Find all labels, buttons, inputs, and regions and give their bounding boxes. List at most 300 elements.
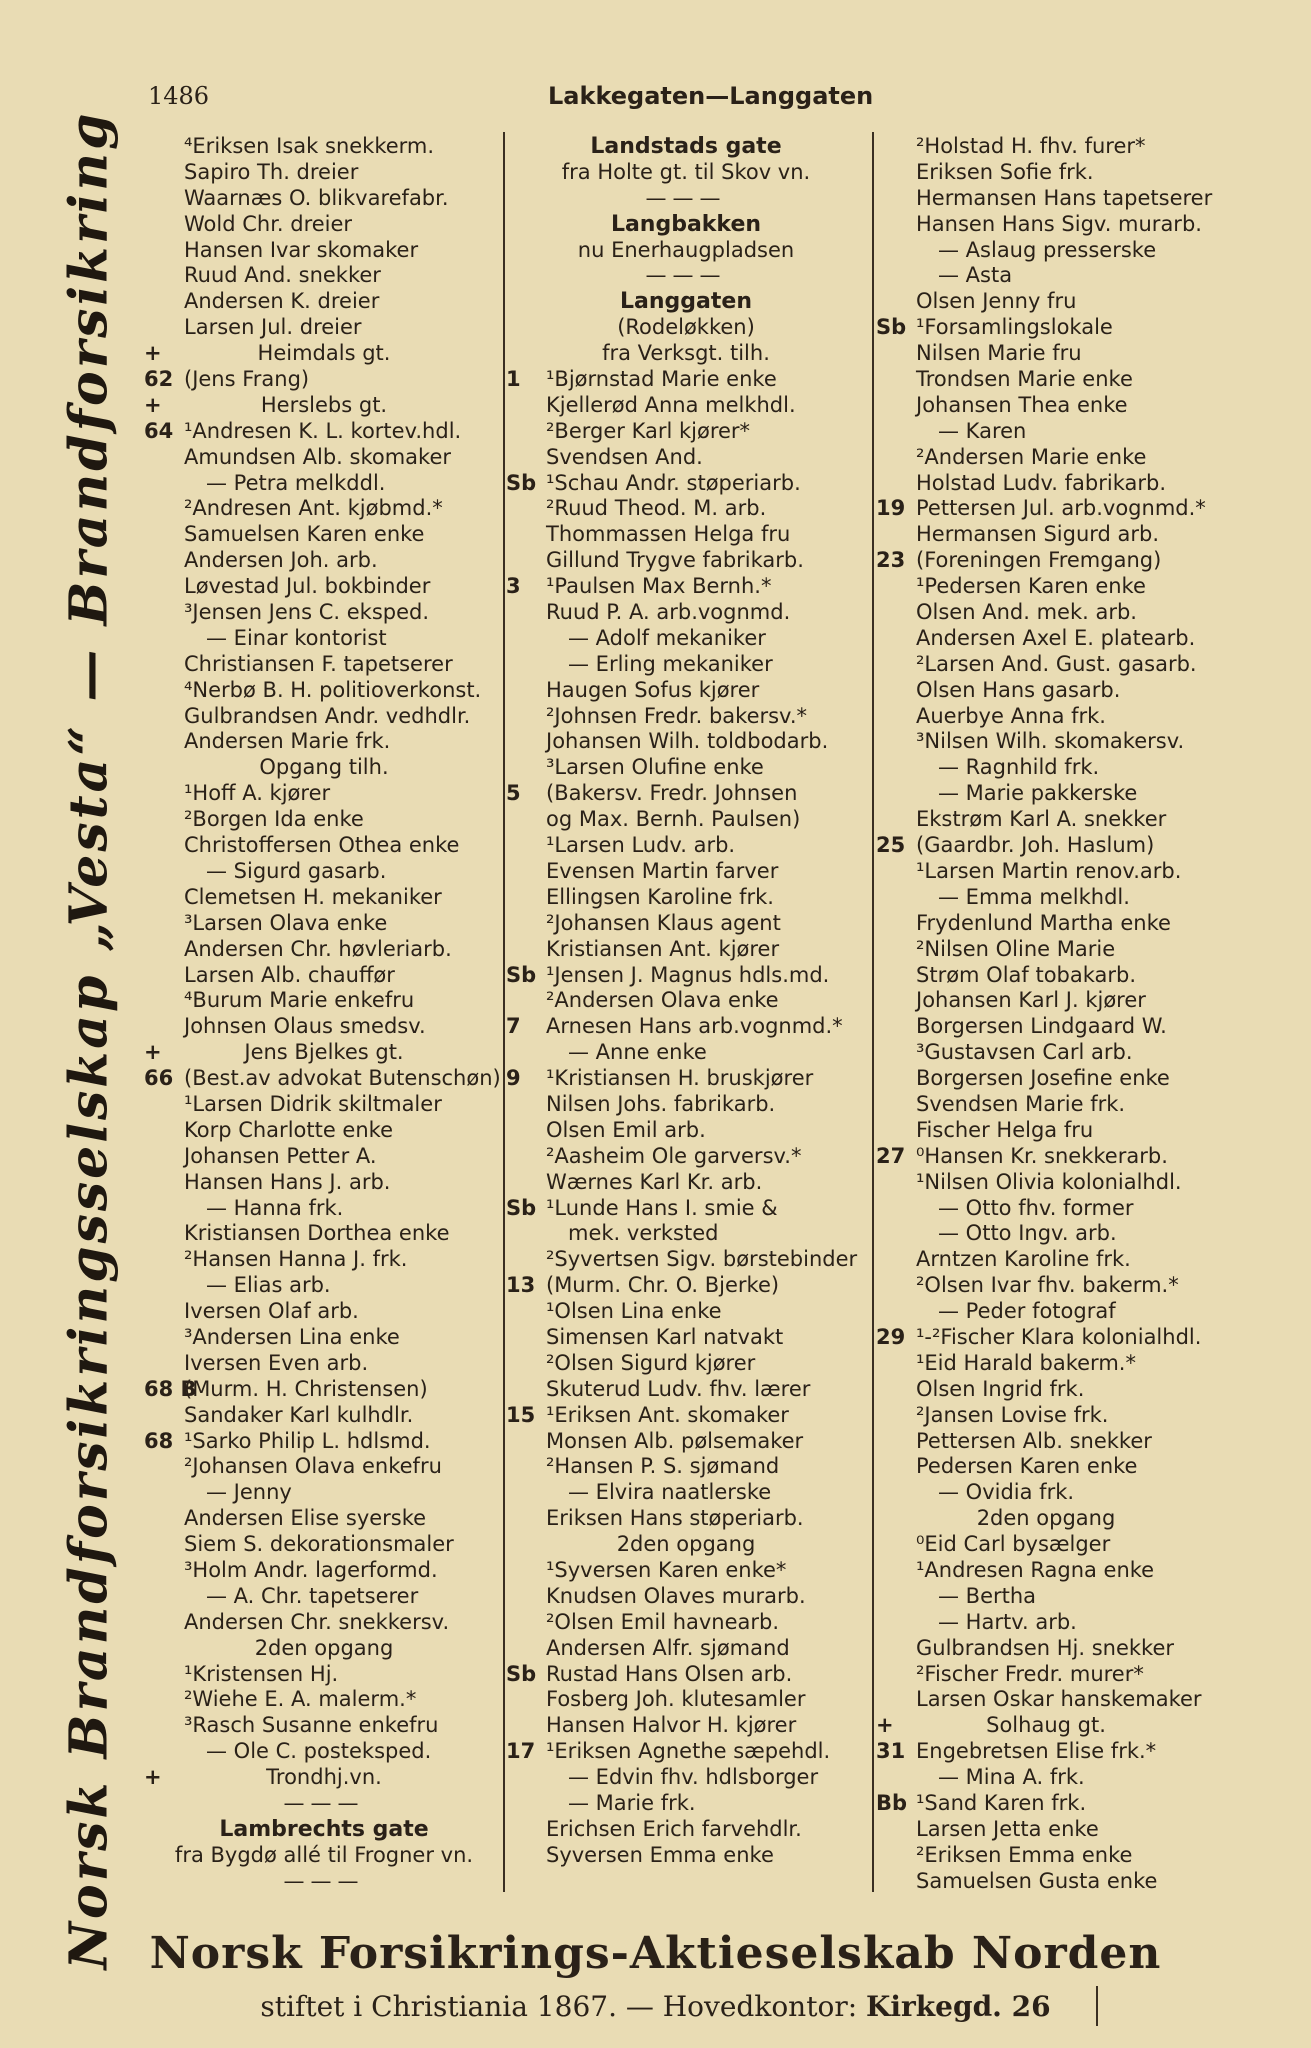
entry-text: Svendsen And. bbox=[546, 444, 703, 469]
directory-entry bbox=[876, 1429, 1216, 1455]
entry-text: — Anne enke bbox=[568, 1040, 707, 1065]
directory-entry bbox=[876, 963, 1216, 989]
directory-entry bbox=[144, 574, 504, 600]
entry-text: Christoffersen Othea enke bbox=[184, 833, 460, 858]
entry-text: — Adolf mekaniker bbox=[568, 625, 766, 650]
entry-text: Fischer Helga fru bbox=[916, 1117, 1094, 1142]
entry-text: — Marie frk. bbox=[568, 1791, 696, 1815]
directory-entry bbox=[506, 600, 866, 626]
entry-text: ——— bbox=[645, 185, 727, 210]
directory-entry bbox=[506, 729, 866, 755]
directory-entry bbox=[144, 1869, 504, 1895]
directory-entry bbox=[506, 963, 866, 989]
entry-text: ²Andresen Ant. kjøbmd.* bbox=[184, 496, 443, 521]
entry-text: Waarnæs O. blikvarefabr. bbox=[184, 185, 449, 210]
entry-text: Nilsen Johs. fabrikarb. bbox=[546, 1091, 776, 1116]
entry-text: ¹Eid Harald bakerm.* bbox=[916, 1350, 1136, 1375]
house-number: 5 bbox=[506, 781, 521, 806]
directory-entry bbox=[144, 937, 504, 963]
directory-entry bbox=[506, 885, 866, 911]
directory-entry bbox=[506, 1662, 866, 1688]
entry-text: Hansen Hans J. arb. bbox=[184, 1169, 391, 1194]
house-number: 68 bbox=[144, 1428, 174, 1453]
entry-text: Johansen Karl J. kjører bbox=[916, 988, 1146, 1013]
directory-entry bbox=[506, 1429, 866, 1455]
directory-entry bbox=[876, 1687, 1216, 1713]
entry-text: ³Rasch Susanne enkefru bbox=[184, 1713, 439, 1738]
house-number: + bbox=[144, 1040, 162, 1065]
entry-text: Landstads gate bbox=[590, 134, 782, 159]
directory-entry bbox=[506, 1817, 866, 1843]
entry-text: Lambrechts gate bbox=[219, 1816, 429, 1842]
directory-entry bbox=[144, 1532, 504, 1558]
cross-street bbox=[144, 1040, 504, 1066]
directory-entry bbox=[876, 1454, 1216, 1480]
directory-entry bbox=[144, 1506, 504, 1532]
house-number: 13 bbox=[506, 1273, 536, 1298]
entry-text: Kristiansen Ant. kjører bbox=[546, 936, 780, 961]
entry-text: Jens Bjelkes gt. bbox=[244, 1040, 404, 1065]
entry-text: ——— bbox=[283, 1791, 365, 1815]
entry-text: Johansen Petter A. bbox=[184, 1143, 377, 1168]
directory-entry bbox=[506, 315, 866, 341]
entry-text: Andersen Joh. arb. bbox=[184, 548, 378, 573]
directory-entry bbox=[506, 1480, 866, 1506]
directory-entry bbox=[876, 885, 1216, 911]
directory-entry bbox=[144, 1662, 504, 1688]
entry-text: Johansen Thea enke bbox=[916, 392, 1128, 417]
directory-entry bbox=[144, 729, 504, 755]
entry-text: ¹Andresen Ragna enke bbox=[916, 1557, 1155, 1582]
entry-text: ²Eriksen Emma enke bbox=[916, 1842, 1133, 1867]
directory-entry bbox=[876, 1196, 1216, 1222]
entry-text: (Jens Frang) bbox=[184, 367, 310, 392]
directory-entry bbox=[144, 1377, 504, 1403]
directory-entry bbox=[144, 911, 504, 937]
entry-text: Arnesen Hans arb.vognmd.* bbox=[546, 1014, 843, 1039]
entry-text: Langgaten bbox=[620, 289, 752, 315]
entry-text: ¹Andresen K. L. kortev.hdl. bbox=[184, 418, 462, 443]
directory-entry bbox=[506, 1221, 866, 1247]
entry-text: Svendsen Marie frk. bbox=[916, 1091, 1126, 1116]
entry-text: Knudsen Olaves murarb. bbox=[546, 1583, 806, 1608]
entry-text: (Murm. H. Christensen) bbox=[184, 1376, 428, 1401]
entry-text: Andersen Axel E. platearb. bbox=[916, 625, 1196, 650]
entry-text: Holstad Ludv. fabrikarb. bbox=[916, 470, 1167, 495]
entry-text: Herslebs gt. bbox=[260, 392, 388, 417]
entry-text: ²Johansen Olava enkefru bbox=[184, 1454, 442, 1479]
entry-text: Siem S. dekorationsmaler bbox=[184, 1532, 454, 1557]
entry-text: Sapiro Th. dreier bbox=[184, 159, 359, 184]
entry-text: ²Hansen P. S. sjømand bbox=[546, 1454, 780, 1479]
directory-entry bbox=[876, 1377, 1216, 1403]
entry-text: ²Berger Karl kjører* bbox=[546, 418, 751, 443]
entry-text: Gillund Trygve fabrikarb. bbox=[546, 548, 804, 573]
directory-entry bbox=[506, 471, 866, 497]
directory-entry bbox=[506, 574, 866, 600]
directory-entry bbox=[506, 859, 866, 885]
directory-entry bbox=[506, 1144, 866, 1170]
entry-text: — Ole C. posteksped. bbox=[206, 1739, 432, 1764]
entry-text: ⁴Nerbø B. H. politioverkonst. bbox=[184, 677, 482, 702]
house-number: 1 bbox=[506, 367, 521, 392]
directory-entry bbox=[506, 704, 866, 730]
entry-text: ²Hansen Hanna J. frk. bbox=[184, 1247, 408, 1272]
entry-text: — Karen bbox=[938, 418, 1027, 443]
directory-entry bbox=[506, 263, 866, 289]
directory-entry bbox=[144, 626, 504, 652]
directory-entry bbox=[144, 1196, 504, 1222]
entry-text: Andersen Alfr. sjømand bbox=[546, 1635, 790, 1660]
entry-text: ¹Sarko Philip L. hdlsmd. bbox=[184, 1428, 431, 1453]
directory-entry bbox=[144, 1221, 504, 1247]
house-number: 29 bbox=[876, 1324, 906, 1349]
directory-entry bbox=[506, 1325, 866, 1351]
entry-text: Johnsen Olaus smedsv. bbox=[184, 1014, 426, 1039]
entry-text: Auerbye Anna frk. bbox=[916, 703, 1106, 728]
entry-text: Iversen Even arb. bbox=[184, 1350, 369, 1375]
house-number: Sb bbox=[876, 315, 907, 340]
cross-street bbox=[144, 341, 504, 367]
directory-entry bbox=[144, 1299, 504, 1325]
directory-entry bbox=[506, 1713, 866, 1739]
footer-company: Norsk Forsikrings-Aktieselskab Norden bbox=[149, 1928, 1162, 1979]
directory-entry bbox=[876, 911, 1216, 937]
entry-text: — Emma melkhdl. bbox=[938, 884, 1130, 909]
directory-entry bbox=[876, 315, 1216, 341]
directory-entry bbox=[876, 1558, 1216, 1584]
directory-entry bbox=[144, 1843, 504, 1869]
entry-text: Engebretsen Elise frk.* bbox=[916, 1739, 1157, 1764]
entry-text: ²Holstad H. fhv. furer* bbox=[916, 134, 1146, 158]
directory-entry bbox=[876, 1843, 1216, 1869]
directory-entry bbox=[144, 1558, 504, 1584]
entry-text: Rustad Hans Olsen arb. bbox=[546, 1661, 793, 1686]
entry-text: Hermansen Hans tapetserer bbox=[916, 185, 1213, 210]
directory-entry bbox=[876, 263, 1216, 289]
entry-text: ²Ruud Theod. M. arb. bbox=[546, 496, 767, 521]
entry-text: Syversen Emma enke bbox=[546, 1842, 774, 1867]
entry-text: nu Enerhaugpladsen bbox=[577, 237, 795, 262]
entry-text: ³Larsen Olava enke bbox=[184, 910, 388, 935]
entry-text: ²Andersen Marie enke bbox=[916, 444, 1147, 469]
directory-entry bbox=[876, 1066, 1216, 1092]
directory-entry bbox=[144, 238, 504, 264]
entry-text: ²Olsen Ivar fhv. bakerm.* bbox=[916, 1273, 1179, 1298]
directory-entry bbox=[144, 1118, 504, 1144]
directory-entry bbox=[506, 755, 866, 781]
entry-text: Christiansen F. tapetserer bbox=[184, 651, 453, 676]
entry-text: Monsen Alb. pølsemaker bbox=[546, 1428, 804, 1453]
house-number: Sb bbox=[506, 962, 537, 987]
directory-entry bbox=[144, 652, 504, 678]
entry-text: Samuelsen Karen enke bbox=[184, 522, 425, 547]
street-heading bbox=[506, 212, 866, 238]
entry-text: Amundsen Alb. skomaker bbox=[184, 444, 451, 469]
entry-text: ¹Syversen Karen enke* bbox=[546, 1557, 787, 1582]
entry-text: fra Verksgt. tilh. bbox=[602, 341, 770, 366]
entry-text: Fosberg Joh. klutesamler bbox=[546, 1687, 806, 1712]
entry-text: Larsen Oskar hanskemaker bbox=[916, 1687, 1202, 1712]
entry-text: ⁴Burum Marie enkefru bbox=[184, 988, 415, 1013]
entry-text: Evensen Martin farver bbox=[546, 858, 779, 883]
directory-entry bbox=[876, 1403, 1216, 1429]
directory-entry bbox=[506, 1506, 866, 1532]
directory-entry bbox=[506, 1739, 866, 1765]
house-number: 3 bbox=[506, 574, 521, 599]
directory-entry bbox=[144, 496, 504, 522]
entry-text: Andersen Chr. snekkersv. bbox=[184, 1609, 450, 1634]
house-number: 17 bbox=[506, 1739, 536, 1764]
directory-entry bbox=[144, 315, 504, 341]
directory-entry bbox=[506, 1454, 866, 1480]
entry-text: Larsen Jetta enke bbox=[916, 1816, 1099, 1841]
entry-text: ³Gustavsen Carl arb. bbox=[916, 1040, 1133, 1065]
directory-entry bbox=[876, 1014, 1216, 1040]
directory-entry bbox=[144, 678, 504, 704]
directory-entry bbox=[876, 937, 1216, 963]
entry-text: Nilsen Marie fru bbox=[916, 341, 1082, 366]
entry-text: Olsen Emil arb. bbox=[546, 1117, 706, 1142]
entry-text: ¹Jensen J. Magnus hdls.md. bbox=[546, 962, 830, 987]
house-number: 62 bbox=[144, 367, 174, 392]
directory-entry bbox=[144, 471, 504, 497]
directory-entry bbox=[876, 1273, 1216, 1299]
cross-street bbox=[876, 1713, 1216, 1739]
house-number: 64 bbox=[144, 418, 174, 443]
directory-entry bbox=[506, 678, 866, 704]
directory-entry bbox=[506, 1377, 866, 1403]
entry-text: Simensen Karl natvakt bbox=[546, 1324, 784, 1349]
directory-entry bbox=[506, 1092, 866, 1118]
directory-entry bbox=[506, 1584, 866, 1610]
directory-entry bbox=[876, 1247, 1216, 1273]
entry-text: (Best.av advokat Butenschøn) bbox=[184, 1066, 501, 1091]
directory-entry bbox=[144, 1584, 504, 1610]
entry-text: — Mina A. frk. bbox=[938, 1765, 1085, 1790]
entry-text: ²Larsen And. Gust. gasarb. bbox=[916, 651, 1197, 676]
house-number: Bb bbox=[876, 1791, 908, 1815]
entry-text: fra Bygdø allé til Frogner vn. bbox=[174, 1842, 474, 1867]
entry-text: Olsen Ingrid frk. bbox=[916, 1376, 1085, 1401]
entry-text: — Erling mekaniker bbox=[568, 651, 773, 676]
directory-entry bbox=[506, 1170, 866, 1196]
directory-entry bbox=[506, 1247, 866, 1273]
house-number: + bbox=[876, 1713, 894, 1738]
directory-entry bbox=[506, 911, 866, 937]
entry-text: Clemetsen H. mekaniker bbox=[184, 884, 442, 909]
entry-text: Larsen Alb. chauffør bbox=[184, 962, 395, 987]
directory-entry bbox=[876, 160, 1216, 186]
directory-entry bbox=[876, 1791, 1216, 1817]
entry-text: Olsen Hans gasarb. bbox=[916, 677, 1121, 702]
entry-text: (Murm. Chr. O. Bjerke) bbox=[546, 1273, 780, 1298]
entry-text: Pettersen Alb. snekker bbox=[916, 1428, 1152, 1453]
directory-entry bbox=[506, 1066, 866, 1092]
directory-entry bbox=[506, 341, 866, 367]
entry-text: — Jenny bbox=[206, 1480, 292, 1505]
entry-text: Langbakken bbox=[610, 211, 762, 237]
entry-text: ¹Eriksen Ant. skomaker bbox=[546, 1402, 789, 1427]
entry-text: Borgersen Lindgaard W. bbox=[916, 1014, 1167, 1039]
directory-entry bbox=[506, 626, 866, 652]
entry-text: ¹Olsen Lina enke bbox=[546, 1299, 722, 1324]
directory-entry bbox=[506, 393, 866, 419]
directory-entry bbox=[876, 1869, 1216, 1895]
directory-entry bbox=[144, 263, 504, 289]
directory-entry bbox=[144, 1351, 504, 1377]
directory-entry bbox=[144, 1247, 504, 1273]
directory-entry bbox=[144, 1092, 504, 1118]
entry-text: ⁴Eriksen Isak snekkerm. bbox=[184, 134, 435, 158]
entry-text: mek. verksted bbox=[568, 1221, 719, 1246]
house-number: 66 bbox=[144, 1066, 174, 1091]
entry-text: ¹Schau Andr. støperiarb. bbox=[546, 470, 801, 495]
cross-street bbox=[144, 755, 504, 781]
directory-entry bbox=[144, 186, 504, 212]
street-heading bbox=[506, 289, 866, 315]
footer-address-line bbox=[0, 1990, 1311, 2023]
directory-entry bbox=[506, 1403, 866, 1429]
entry-text: ¹Sand Karen frk. bbox=[916, 1791, 1087, 1815]
entry-text: Arntzen Karoline frk. bbox=[916, 1247, 1131, 1272]
directory-entry bbox=[144, 1687, 504, 1713]
entry-text: Hansen Ivar skomaker bbox=[184, 237, 419, 262]
house-number: 7 bbox=[506, 1014, 521, 1039]
directory-entry bbox=[144, 1713, 504, 1739]
house-number: + bbox=[144, 1765, 162, 1790]
page-number: 1486 bbox=[148, 82, 210, 110]
directory-entry bbox=[506, 186, 866, 212]
entry-text: Ruud And. snekker bbox=[184, 263, 381, 288]
entry-text: Trondhj.vn. bbox=[266, 1765, 382, 1790]
directory-entry bbox=[876, 1040, 1216, 1066]
entry-text: ¹Eriksen Agnethe sæpehdl. bbox=[546, 1739, 831, 1764]
directory-entry bbox=[144, 704, 504, 730]
directory-entry bbox=[876, 471, 1216, 497]
directory-entry bbox=[876, 522, 1216, 548]
entry-text: 2den opgang bbox=[616, 1532, 756, 1557]
entry-text: Skuterud Ludv. fhv. lærer bbox=[546, 1376, 811, 1401]
entry-text: ²Johnsen Fredr. bakersv.* bbox=[546, 703, 808, 728]
running-head: Lakkegaten—Langgaten bbox=[548, 82, 874, 110]
entry-text: (Foreningen Fremgang) bbox=[916, 548, 1162, 573]
directory-entry bbox=[506, 1791, 866, 1817]
entry-text: ²Johansen Klaus agent bbox=[546, 910, 781, 935]
entry-text: Erichsen Erich farvehdlr. bbox=[546, 1816, 802, 1841]
directory-entry bbox=[506, 548, 866, 574]
entry-text: ²Aasheim Ole garversv.* bbox=[546, 1143, 802, 1168]
directory-entry bbox=[144, 859, 504, 885]
directory-entry bbox=[876, 548, 1216, 574]
directory-entry bbox=[876, 1636, 1216, 1662]
entry-text: — Otto fhv. former bbox=[938, 1195, 1134, 1220]
directory-entry bbox=[876, 496, 1216, 522]
directory-entry bbox=[506, 807, 866, 833]
entry-text: Pedersen Karen enke bbox=[916, 1454, 1138, 1479]
entry-text: ¹Forsamlingslokale bbox=[916, 315, 1113, 340]
directory-entry bbox=[144, 1325, 504, 1351]
entry-text: ²Wiehe E. A. malerm.* bbox=[184, 1687, 417, 1712]
entry-text: ¹Hoff A. kjører bbox=[184, 781, 331, 806]
entry-text: ³Nilsen Wilh. skomakersv. bbox=[916, 729, 1185, 754]
entry-text: — Ragnhild frk. bbox=[938, 755, 1100, 780]
house-number: + bbox=[144, 341, 162, 366]
entry-text: Johansen Wilh. toldbodarb. bbox=[546, 729, 829, 754]
entry-text: Hansen Halvor H. kjører bbox=[546, 1713, 797, 1738]
street-heading bbox=[506, 134, 866, 160]
directory-column-2 bbox=[506, 134, 866, 1869]
entry-text: ¹Bjørnstad Marie enke bbox=[546, 367, 777, 392]
entry-text: — Elias arb. bbox=[206, 1273, 331, 1298]
directory-entry bbox=[144, 445, 504, 471]
directory-entry bbox=[506, 1299, 866, 1325]
directory-entry bbox=[876, 419, 1216, 445]
directory-entry bbox=[876, 445, 1216, 471]
directory-entry bbox=[506, 1118, 866, 1144]
entry-text: Olsen And. mek. arb. bbox=[916, 600, 1137, 625]
entry-text: Korp Charlotte enke bbox=[184, 1117, 393, 1142]
directory-entry bbox=[144, 807, 504, 833]
house-number: 23 bbox=[876, 548, 906, 573]
directory-entry bbox=[506, 1040, 866, 1066]
directory-entry bbox=[876, 1092, 1216, 1118]
entry-text: ⁰Eid Carl bysælger bbox=[916, 1532, 1111, 1557]
entry-text: ——— bbox=[283, 1868, 365, 1893]
entry-text: ²Borgen Ida enke bbox=[184, 807, 364, 832]
directory-entry bbox=[876, 1584, 1216, 1610]
sidebar-advertisement bbox=[54, 110, 124, 1970]
entry-text: ³Andersen Lina enke bbox=[184, 1324, 400, 1349]
directory-entry bbox=[876, 600, 1216, 626]
entry-text: Wærnes Karl Kr. arb. bbox=[546, 1169, 763, 1194]
entry-text: — Hanna frk. bbox=[206, 1195, 344, 1220]
directory-entry bbox=[506, 1765, 866, 1791]
directory-entry bbox=[144, 1403, 504, 1429]
directory-entry bbox=[876, 238, 1216, 264]
directory-entry bbox=[144, 212, 504, 238]
entry-text: ⁰Hansen Kr. snekkerarb. bbox=[916, 1143, 1168, 1168]
entry-text: — Bertha bbox=[938, 1583, 1037, 1608]
directory-entry bbox=[506, 496, 866, 522]
cross-street bbox=[876, 1506, 1216, 1532]
directory-entry bbox=[506, 937, 866, 963]
entry-text: — Peder fotograf bbox=[938, 1299, 1116, 1324]
entry-text: — Edvin fhv. hdlsborger bbox=[568, 1765, 819, 1790]
entry-text: ¹Kristensen Hj. bbox=[184, 1661, 339, 1686]
entry-text: Frydenlund Martha enke bbox=[916, 910, 1171, 935]
directory-entry bbox=[876, 367, 1216, 393]
house-number: 19 bbox=[876, 496, 906, 521]
directory-column-3 bbox=[876, 134, 1216, 1895]
entry-text: Løvestad Jul. bokbinder bbox=[184, 574, 431, 599]
directory-entry bbox=[876, 1221, 1216, 1247]
entry-text: ¹Lunde Hans I. smie & bbox=[546, 1195, 778, 1220]
entry-text: 2den opgang bbox=[976, 1506, 1116, 1531]
entry-text: Andersen Chr. høvleriarb. bbox=[184, 936, 452, 961]
directory-entry bbox=[876, 859, 1216, 885]
entry-text: fra Holte gt. til Skov vn. bbox=[561, 159, 811, 184]
entry-text: Hermansen Sigurd arb. bbox=[916, 522, 1160, 547]
directory-entry bbox=[876, 1325, 1216, 1351]
directory-entry bbox=[144, 1454, 504, 1480]
directory-entry bbox=[876, 212, 1216, 238]
entry-text: ²Olsen Emil havnearb. bbox=[546, 1609, 780, 1634]
entry-text: — Otto Ingv. arb. bbox=[938, 1221, 1117, 1246]
entry-text: Ekstrøm Karl A. snekker bbox=[916, 807, 1167, 832]
directory-entry bbox=[876, 289, 1216, 315]
entry-text: — A. Chr. tapetserer bbox=[206, 1583, 419, 1608]
